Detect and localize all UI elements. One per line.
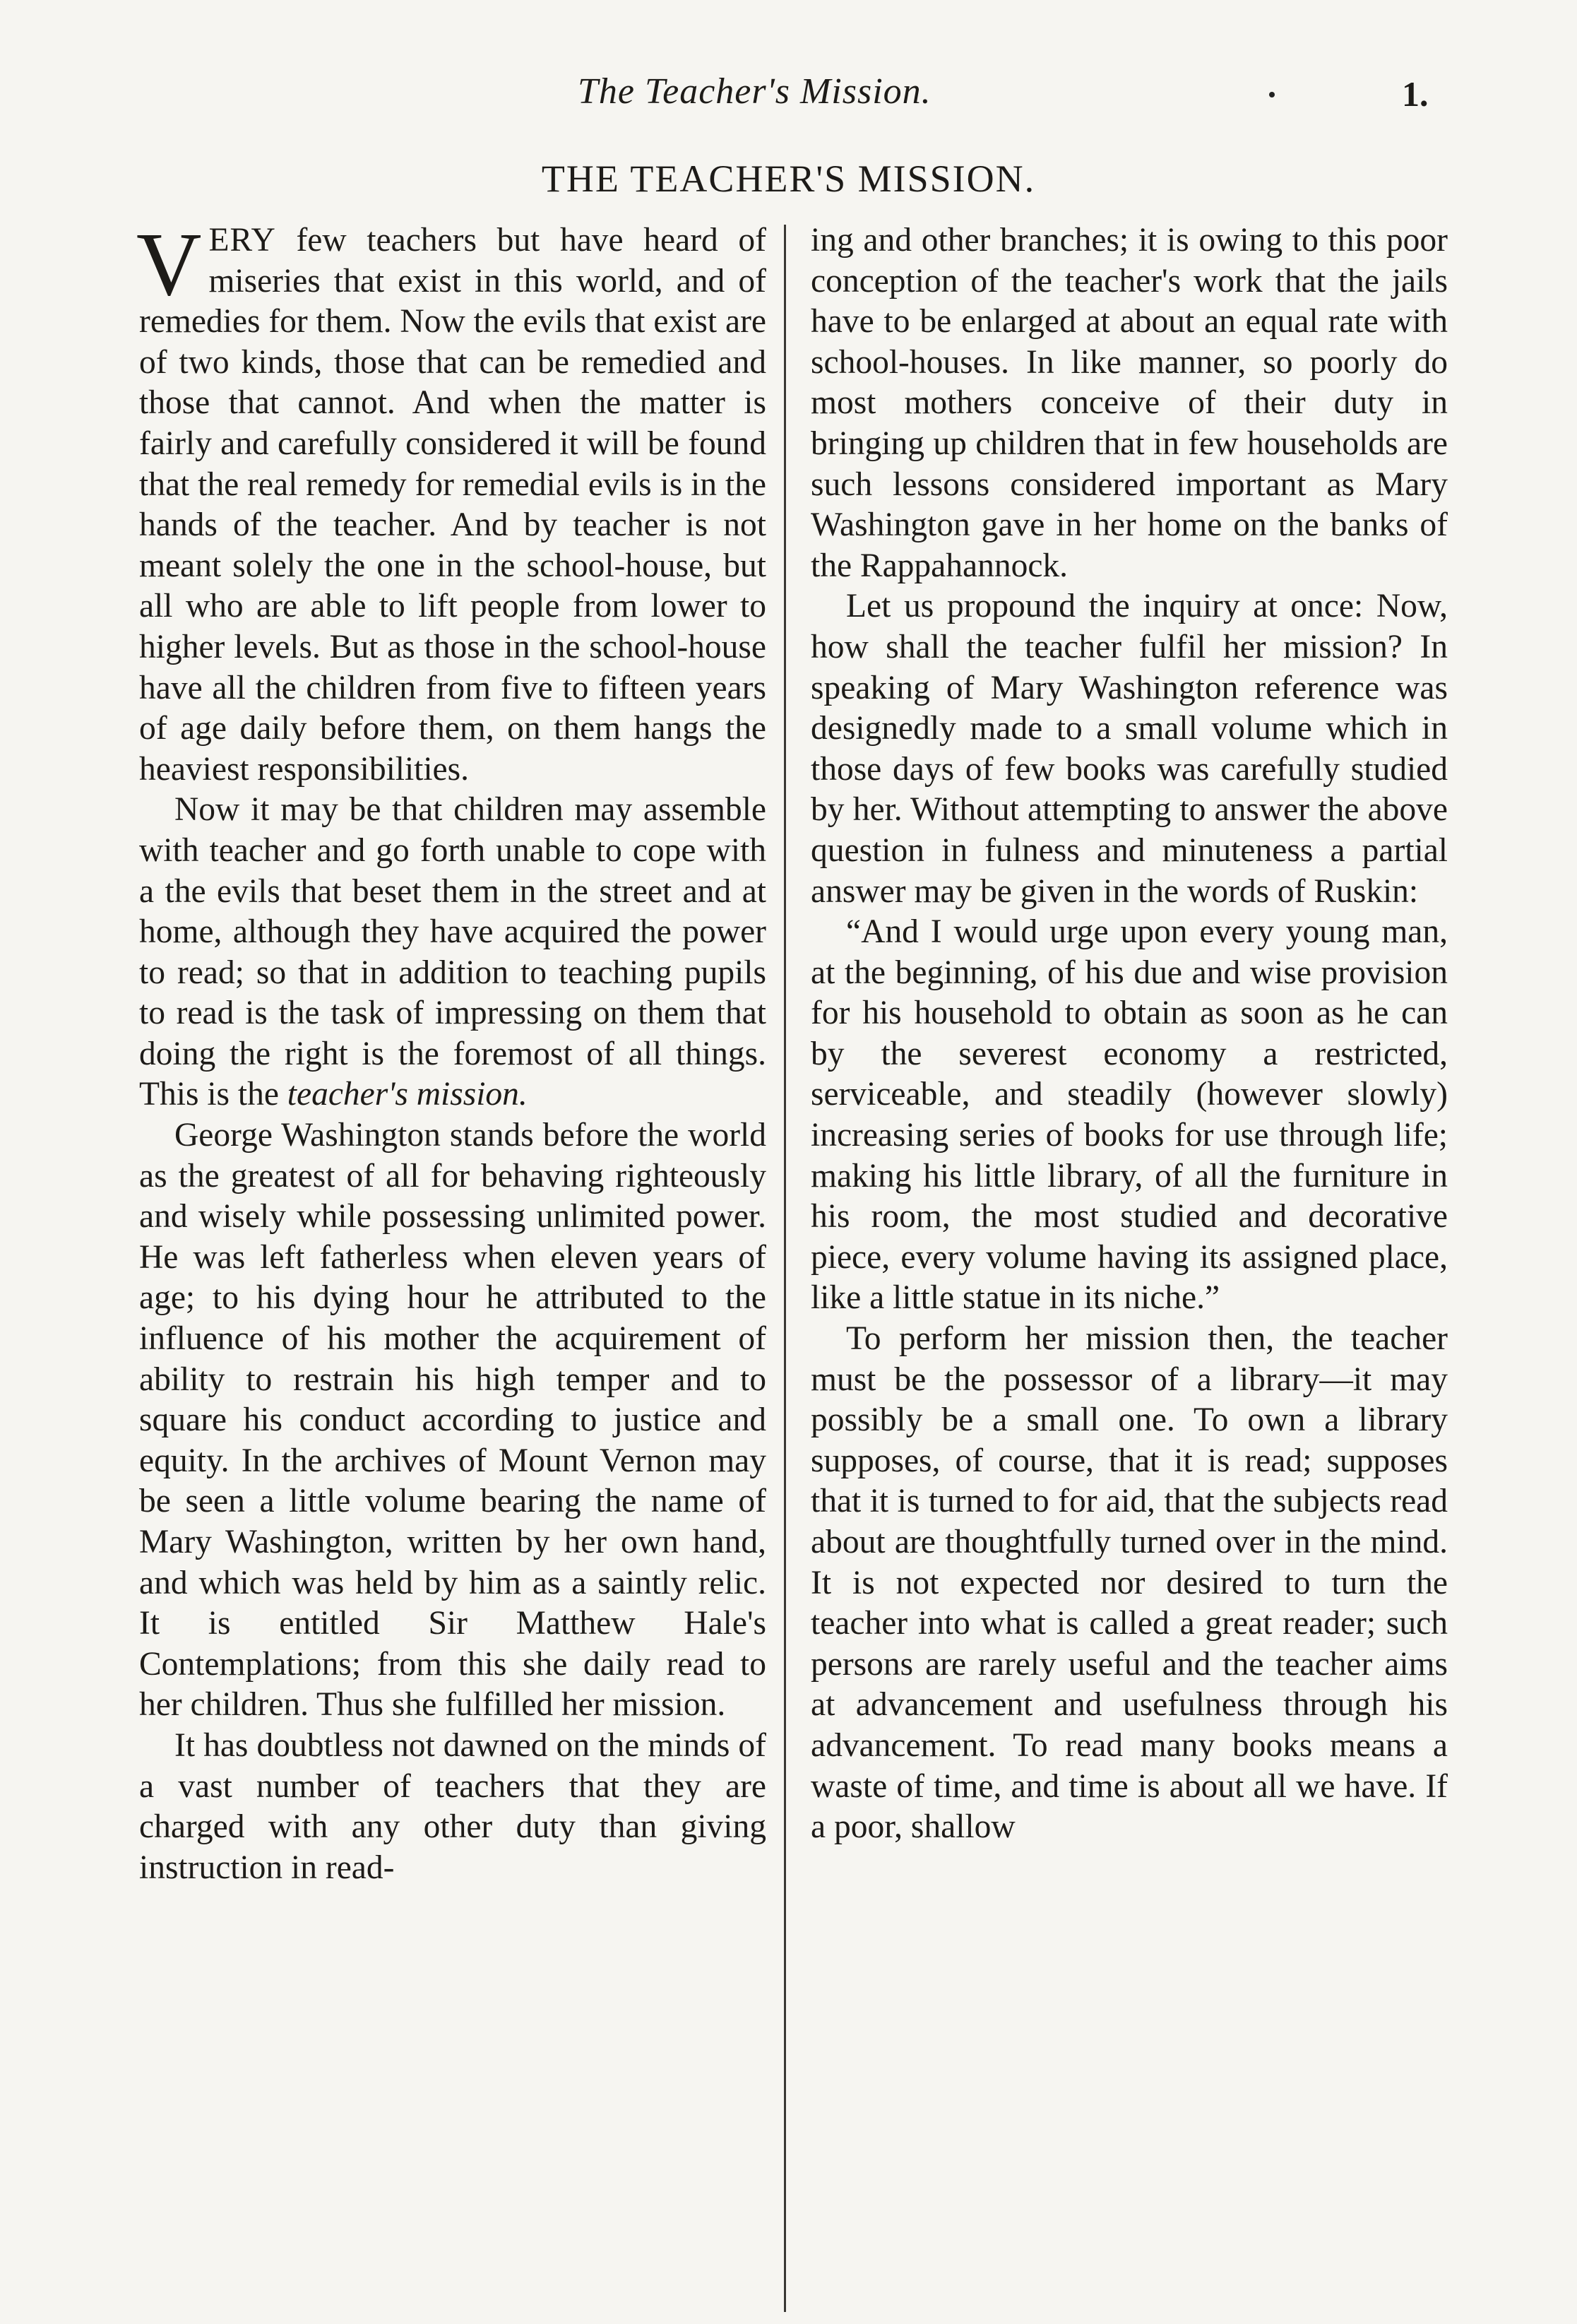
- column-divider: [784, 225, 786, 2312]
- paragraph: [139, 790, 766, 1115]
- right-column: [811, 220, 1448, 1848]
- paragraph: It has doubtless not dawned on the minds of a vast number of teachers that they are charged with any other duty than giving instruction in read-: [139, 1726, 766, 1886]
- running-title: The Teacher's Mission.: [578, 71, 932, 112]
- paragraph: Let us propound the inquiry at once: Now, how shall the teacher fulfil her mission? In speaking of Mary Washington reference was designedly made to a small volume which in those days of few books was carefully studied by her. Without attempting to answer the above question in fulness and minuteness a partial answer may be given in the words of Ruskin:: [811, 588, 1448, 910]
- quotation-paragraph: “And I would urge upon every young man, at the beginning, of his due and wise provision for his household to obtain as soon as he can by the severest economy a restricted, serviceable, and steadily (however slowly) increasing series of books for use through life; making his little library, of all the furniture in his room, the most studied and decorative piece, every volume having its assigned place, like a little statue in its niche.”: [811, 913, 1448, 1317]
- drop-cap: V: [136, 214, 202, 314]
- paragraph: ing and other branches; it is owing to this poor conception of the teacher's work that the jails have to be enlarged at about an equal rate with school-houses. In like manner, so poorly do most mothers conceive of their duty in bringing up children that in few households are such lessons considered important as Mary Washington gave in her home on the banks of the Rappahannock.: [811, 222, 1448, 584]
- paragraph: George Washington stands before the world as the greatest of all for behaving righteously and wisely while possessing unlimited power. He was left fatherless when eleven years of age; to his dying hour he attributed to the influence of his mother the acquirement of ability to restrain his high temper and to square his conduct according to justice and equity. In the archives of Mount Vernon may be seen a little volume bearing the name of Mary Washington, written by her own hand, and which was held by him as a saintly relic. It is entitled Sir Matthew Hale's Contemplations; from this she daily read to her children. Thus she fulfilled her mission.: [139, 1117, 766, 1724]
- paragraph-text: few teachers but have heard of miseries that exist in this world, and of remedies for them. Now the evils that exist are of two kinds, those that can be remedied and those that cannot. And when the matter is fairly and carefully considered it will be found that the real remedy for remedial evils is in the hands of the teacher. And by teacher is not meant solely the one in the school-house, but all who are able to lift people from lower to higher levels. But as those in the school-house have all the children from five to fifteen years of age daily before them, on them hangs the heaviest responsibilities.: [139, 222, 766, 788]
- paragraph: [136, 214, 766, 790]
- article-title: THE TEACHER'S MISSION.: [541, 158, 1036, 200]
- opening-caps: ERY: [208, 222, 276, 259]
- page-number: 1.: [1402, 74, 1429, 114]
- running-head: [0, 71, 1577, 127]
- emphasis-text: teacher's mission.: [287, 1076, 528, 1113]
- paragraph-text: Now it may be that children may assemble with teacher and go forth unable to cope with a the evils that beset them in the street and at home, although they have acquired the power to read; so that in addition to teaching pupils to read is the task of impressing on them that doing the right is the foremost of all things. This is the: [139, 791, 766, 1113]
- left-column: [136, 214, 766, 1888]
- ink-speck: [1269, 92, 1275, 97]
- paragraph: To perform her mission then, the teacher must be the possessor of a library—it may possibly be a small one. To own a library supposes, of course, that it is read; supposes that it is turned to for aid, that the subjects read about are thoughtfully turned over in the mind. It is not expected nor desired to turn the teacher into what is called a great reader; such persons are rarely useful and the teacher aims at advancement and usefulness through his advancement. To read many books means a waste of time, and time is about all we have. If a poor, shallow: [811, 1320, 1448, 1846]
